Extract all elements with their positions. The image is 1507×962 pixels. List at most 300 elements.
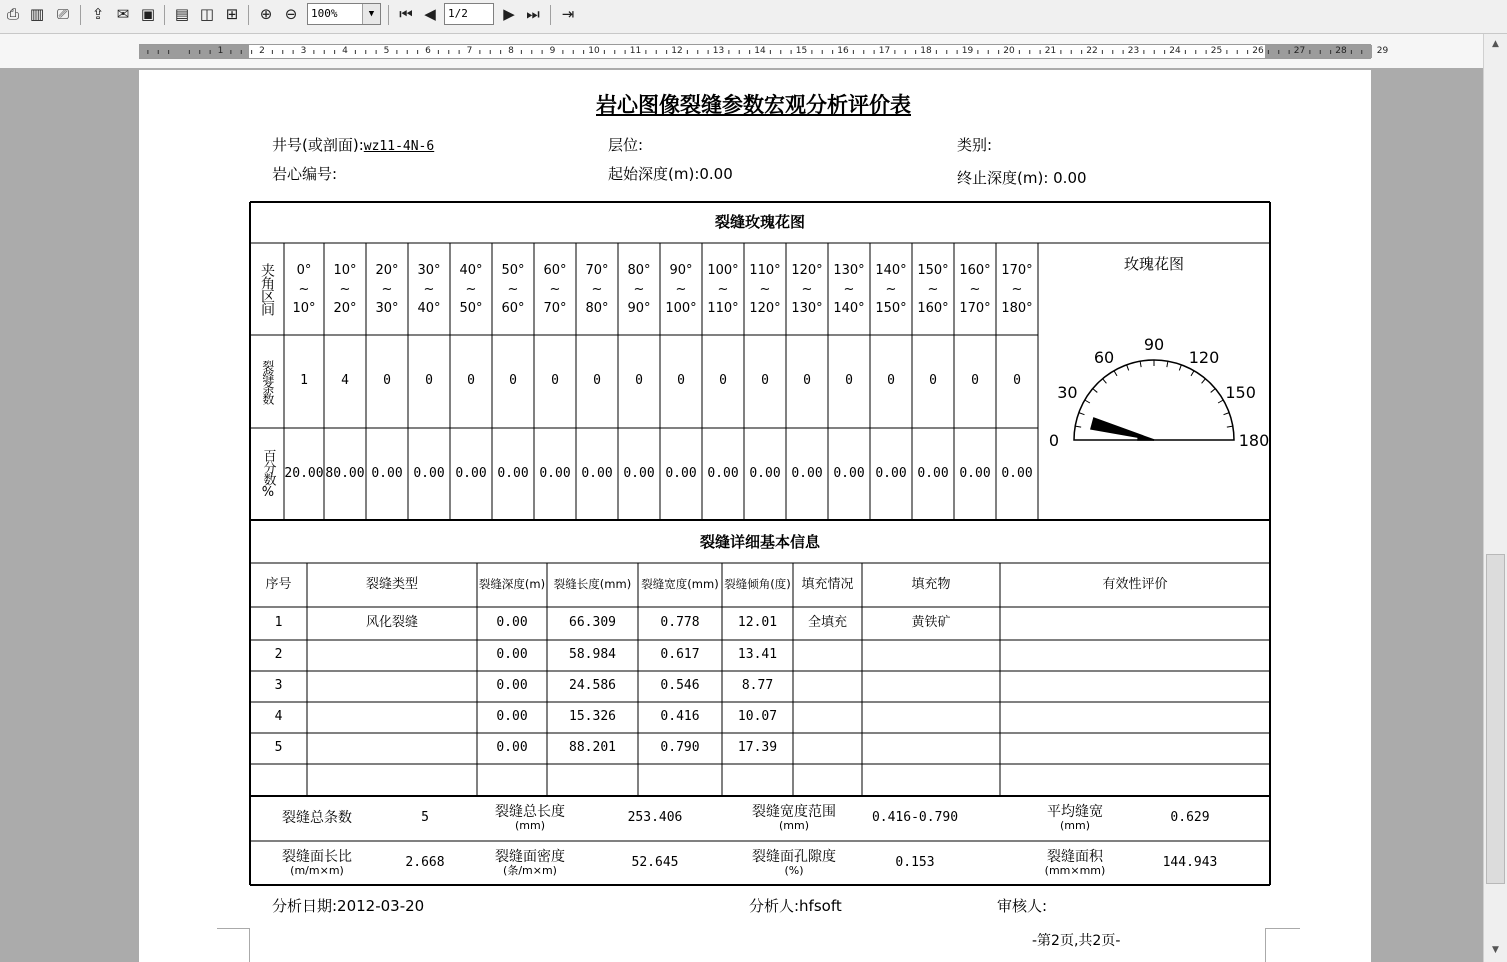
percent-cell: 0.00 xyxy=(455,465,487,481)
ruler-number: 5 xyxy=(383,46,390,56)
zoom-out-icon[interactable]: ⊖ xyxy=(284,5,298,23)
percent-cell: 0.00 xyxy=(749,465,781,481)
detail-header-cell: 裂缝类型 xyxy=(365,576,418,592)
interval-tilde: ~ xyxy=(465,281,477,297)
interval-from: 20° xyxy=(375,262,399,278)
angle-interval-cell xyxy=(912,243,954,335)
interval-from: 30° xyxy=(417,262,441,278)
interval-to: 30° xyxy=(375,300,399,316)
detail-cell: 0.00 xyxy=(496,709,528,725)
count-cell: 0 xyxy=(887,373,895,389)
summary-label xyxy=(1020,841,1130,885)
percent-cell: 0.00 xyxy=(959,465,991,481)
ruler-number: 8 xyxy=(508,46,514,56)
interval-tilde: ~ xyxy=(717,281,729,297)
detail-cell xyxy=(862,733,1000,764)
ruler-number: 10 xyxy=(588,46,600,56)
detail-cell xyxy=(307,733,477,764)
chevron-down-icon[interactable]: ▼ xyxy=(362,4,380,24)
ruler-number: 7 xyxy=(466,46,473,56)
detail-cell xyxy=(307,764,477,796)
interval-from: 140° xyxy=(875,262,907,278)
exit-icon[interactable]: ⇥ xyxy=(561,5,575,23)
save-icon[interactable]: ▣ xyxy=(140,5,156,23)
angle-interval-cell xyxy=(534,243,576,335)
interval-tilde: ~ xyxy=(381,281,393,297)
count-cell: 0 xyxy=(677,373,685,389)
layer-label: 层位: xyxy=(608,136,644,154)
rose-angle-label: 60 xyxy=(1093,347,1115,367)
rose-tick xyxy=(1224,413,1230,415)
rose-angle-label: 0 xyxy=(1048,431,1060,450)
detail-cell xyxy=(307,702,477,733)
summary-label xyxy=(262,841,372,885)
interval-tilde: ~ xyxy=(591,281,603,297)
interval-tilde: ~ xyxy=(507,281,519,297)
angle-interval-cell xyxy=(284,243,324,335)
detail-cell: 0.416 xyxy=(660,709,700,725)
angle-interval-cell xyxy=(996,243,1038,335)
detail-cell: 0.546 xyxy=(660,678,700,694)
rose-tick xyxy=(1140,361,1141,367)
detail-cell xyxy=(862,764,1000,796)
next-page-icon[interactable]: ▶ xyxy=(503,5,515,23)
rose-angle-label: 150 xyxy=(1225,383,1256,402)
count-cell: 0 xyxy=(803,373,811,389)
interval-from: 80° xyxy=(627,262,651,278)
interval-tilde: ~ xyxy=(969,281,981,297)
interval-to: 20° xyxy=(333,300,357,316)
ruler-number: 6 xyxy=(425,46,431,56)
interval-to: 130° xyxy=(791,300,823,316)
rose-tick xyxy=(1079,413,1085,415)
summary-value: 0.629 xyxy=(1170,810,1210,826)
detail-cell: 88.201 xyxy=(569,740,616,756)
rose-section-title: 裂缝玫瑰花图 xyxy=(714,212,805,231)
rose-tick xyxy=(1167,361,1168,367)
detail-cell: 1 xyxy=(274,615,283,631)
detail-cell xyxy=(722,764,793,796)
detail-header-cell: 裂缝深度(m) xyxy=(478,577,546,592)
summary-label-text: 裂缝宽度范围 xyxy=(752,804,836,821)
summary-unit: (条/m×m) xyxy=(503,863,557,877)
detail-cell xyxy=(1000,671,1270,702)
multi-page-icon[interactable]: ⊞ xyxy=(225,5,239,23)
rose-tick xyxy=(1191,371,1194,376)
detail-cell: 12.01 xyxy=(737,615,778,631)
detail-cell xyxy=(1000,702,1270,733)
angle-interval-cell xyxy=(954,243,996,335)
printer-setup-icon[interactable]: ⎚ xyxy=(56,5,69,23)
detail-cell: 0.00 xyxy=(496,647,528,663)
zoom-value: 100% xyxy=(311,7,338,20)
angle-interval-cell xyxy=(618,243,660,335)
interval-from: 90° xyxy=(669,262,693,278)
interval-tilde: ~ xyxy=(927,281,939,297)
interval-tilde: ~ xyxy=(801,281,813,297)
rose-tick xyxy=(1218,400,1223,403)
vertical-scrollbar[interactable] xyxy=(1483,34,1507,962)
rose-chart xyxy=(1038,300,1270,500)
detail-cell: 58.984 xyxy=(569,647,616,663)
count-cell: 0 xyxy=(551,373,559,389)
interval-to: 50° xyxy=(459,300,483,316)
interval-tilde: ~ xyxy=(1011,281,1023,297)
count-cell: 4 xyxy=(341,373,349,389)
percent-cell: 80.00 xyxy=(325,465,365,481)
category-label: 类别: xyxy=(957,136,993,154)
scroll-down-icon[interactable]: ▼ xyxy=(1492,945,1499,955)
end-depth: 终止深度(m): 0.00 xyxy=(957,169,1087,187)
summary-label xyxy=(262,796,372,841)
summary-label xyxy=(480,841,580,885)
zoom-select[interactable] xyxy=(307,3,381,25)
detail-cell: 4 xyxy=(274,709,283,725)
summary-label-text: 裂缝总条数 xyxy=(282,810,352,827)
summary-label-text: 裂缝面长比 xyxy=(282,848,352,865)
interval-tilde: ~ xyxy=(759,281,771,297)
interval-to: 100° xyxy=(665,300,697,316)
ruler-number: 1 xyxy=(217,46,224,56)
interval-to: 10° xyxy=(292,300,316,316)
summary-value: 2.668 xyxy=(405,854,445,870)
ruler-number: 23 xyxy=(1127,46,1140,56)
ruler-number: 21 xyxy=(1044,46,1057,56)
rose-tick xyxy=(1179,365,1181,371)
interval-from: 170° xyxy=(1001,262,1033,278)
summary-label-text: 裂缝面密度 xyxy=(495,848,565,865)
detail-cell: 8.77 xyxy=(741,678,774,694)
summary-unit: (mm) xyxy=(1059,819,1090,833)
angle-interval-cell xyxy=(702,243,744,335)
detail-cell: 66.309 xyxy=(569,615,616,631)
rose-tick xyxy=(1202,379,1206,384)
ruler-number: 18 xyxy=(920,46,932,56)
reviewer: 审核人: xyxy=(997,897,1048,915)
detail-cell xyxy=(862,671,1000,702)
detail-cell: 0.00 xyxy=(496,615,528,631)
summary-label-text: 裂缝面孔隙度 xyxy=(752,848,836,865)
angle-interval-cell xyxy=(366,243,408,335)
interval-to: 80° xyxy=(585,300,609,316)
ruler-number: 24 xyxy=(1169,46,1181,56)
angle-interval-cell xyxy=(660,243,702,335)
summary-unit: (mm) xyxy=(778,819,809,833)
ruler-number: 22 xyxy=(1086,46,1098,56)
detail-cell: 24.586 xyxy=(569,678,616,694)
interval-tilde: ~ xyxy=(885,281,897,297)
summary-value: 0.416-0.790 xyxy=(871,810,959,826)
rose-angle-label: 120 xyxy=(1188,347,1220,367)
count-cell: 0 xyxy=(593,373,601,389)
ruler-number: 17 xyxy=(878,46,891,56)
detail-section-title: 裂缝详细基本信息 xyxy=(699,532,820,551)
count-cell: 0 xyxy=(719,373,727,389)
page-input[interactable] xyxy=(444,3,494,25)
angle-interval-cell xyxy=(576,243,618,335)
rose-tick xyxy=(1075,426,1081,427)
summary-label xyxy=(480,796,580,841)
summary-label xyxy=(1020,796,1130,841)
analyst: 分析人:hfsoft xyxy=(749,897,842,915)
ruler-number: 16 xyxy=(837,46,849,56)
detail-header-cell: 裂缝倾角(度) xyxy=(724,577,791,592)
detail-cell: 2 xyxy=(274,647,283,663)
toolbar xyxy=(0,0,1507,34)
detail-cell: 0.778 xyxy=(660,615,700,631)
crop-mark xyxy=(1265,928,1300,929)
ruler-number: 12 xyxy=(671,46,683,56)
interval-to: 180° xyxy=(1001,300,1033,316)
percent-row-label: 百分数% xyxy=(260,449,276,499)
mail-icon[interactable]: ✉ xyxy=(116,5,130,23)
ruler-number: 27 xyxy=(1293,46,1306,56)
interval-to: 60° xyxy=(501,300,525,316)
percent-cell: 0.00 xyxy=(413,465,445,481)
detail-cell: 17.39 xyxy=(737,740,778,756)
detail-cell xyxy=(1000,733,1270,764)
summary-value: 0.153 xyxy=(895,854,935,870)
prev-page-icon[interactable]: ◀ xyxy=(424,5,436,23)
count-cell: 0 xyxy=(971,373,979,389)
interval-from: 110° xyxy=(749,262,781,278)
crop-mark xyxy=(249,928,250,962)
interval-from: 130° xyxy=(833,262,865,278)
ruler-number: 15 xyxy=(795,46,808,56)
ruler-number: 25 xyxy=(1210,46,1223,56)
ruler-number: 19 xyxy=(961,46,974,56)
interval-to: 160° xyxy=(917,300,949,316)
detail-cell xyxy=(307,671,477,702)
detail-cell xyxy=(250,764,307,796)
crop-mark xyxy=(217,928,250,929)
count-cell: 0 xyxy=(383,373,391,389)
percent-cell: 0.00 xyxy=(497,465,529,481)
count-cell: 1 xyxy=(300,373,308,389)
summary-label xyxy=(735,841,853,885)
detail-cell xyxy=(793,733,862,764)
detail-cell: 风化裂缝 xyxy=(365,615,418,631)
summary-value: 52.645 xyxy=(631,854,679,870)
percent-cell: 0.00 xyxy=(371,465,403,481)
angle-interval-cell xyxy=(870,243,912,335)
count-cell: 0 xyxy=(635,373,643,389)
detail-cell: 0.00 xyxy=(496,740,528,756)
interval-tilde: ~ xyxy=(633,281,645,297)
detail-cell: 全填充 xyxy=(807,615,847,631)
detail-header-cell: 填充情况 xyxy=(801,576,854,592)
detail-header-cell: 裂缝宽度(mm) xyxy=(641,577,719,592)
summary-label-text: 裂缝面积 xyxy=(1047,848,1103,865)
summary-label-text: 裂缝总长度 xyxy=(495,804,565,821)
detail-cell xyxy=(862,640,1000,671)
interval-tilde: ~ xyxy=(843,281,855,297)
well-value: wz11-4N-6 xyxy=(363,139,435,154)
detail-cell: 5 xyxy=(274,740,283,756)
interval-to: 170° xyxy=(959,300,991,316)
percent-cell: 0.00 xyxy=(791,465,823,481)
interval-tilde: ~ xyxy=(423,281,435,297)
summary-value: 253.406 xyxy=(627,810,683,826)
summary-value: 5 xyxy=(421,810,429,826)
detail-cell xyxy=(793,702,862,733)
count-cell: 0 xyxy=(761,373,769,389)
percent-cell: 0.00 xyxy=(665,465,697,481)
percent-cell: 0.00 xyxy=(1001,465,1033,481)
summary-label-text: 平均缝宽 xyxy=(1047,804,1103,821)
interval-from: 120° xyxy=(791,262,823,278)
count-row-label: 裂缝条数 xyxy=(260,359,275,404)
ruler-number: 11 xyxy=(629,46,642,56)
rose-tick xyxy=(1103,379,1107,384)
detail-header-cell: 序号 xyxy=(265,576,292,592)
rose-tick xyxy=(1114,371,1117,376)
count-cell: 0 xyxy=(425,373,433,389)
detail-cell: 10.07 xyxy=(737,709,778,725)
scroll-up-icon[interactable]: ▲ xyxy=(1492,39,1499,49)
detail-cell xyxy=(1000,764,1270,796)
interval-to: 90° xyxy=(627,300,651,316)
scroll-thumb[interactable] xyxy=(1486,554,1505,884)
detail-cell xyxy=(1000,607,1270,640)
percent-cell: 0.00 xyxy=(707,465,739,481)
page-value: 1/2 xyxy=(448,7,468,20)
rose-angle-label: 30 xyxy=(1057,383,1078,402)
two-page-icon[interactable]: ◫ xyxy=(199,5,215,23)
summary-unit: (mm×mm) xyxy=(1044,863,1106,877)
ruler-number: 2 xyxy=(259,46,265,56)
detail-cell: 0.617 xyxy=(660,647,700,663)
ruler-number: 13 xyxy=(712,46,725,56)
crop-mark xyxy=(1265,928,1266,962)
detail-cell xyxy=(547,764,638,796)
summary-unit: (mm) xyxy=(514,819,545,833)
detail-cell: 13.41 xyxy=(737,647,778,663)
detail-header-cell: 裂缝长度(mm) xyxy=(553,577,632,592)
angle-interval-cell xyxy=(828,243,870,335)
page-footer: -第2页,共2页- xyxy=(1032,933,1121,949)
angle-interval-cell xyxy=(786,243,828,335)
angle-interval-cell xyxy=(324,243,366,335)
interval-from: 100° xyxy=(707,262,739,278)
angle-interval-cell xyxy=(492,243,534,335)
detail-cell: 黄铁矿 xyxy=(911,615,951,631)
detail-cell: 0.790 xyxy=(660,740,700,756)
interval-to: 120° xyxy=(749,300,781,316)
detail-cell: 0.00 xyxy=(496,678,528,694)
first-page-icon[interactable]: ⏮ xyxy=(399,5,413,23)
ruler-number: 14 xyxy=(754,46,766,56)
interval-tilde: ~ xyxy=(339,281,351,297)
single-page-icon[interactable]: ▤ xyxy=(174,5,190,23)
rose-angle-label: 90 xyxy=(1143,335,1165,354)
interval-from: 40° xyxy=(459,262,483,278)
interval-tilde: ~ xyxy=(549,281,561,297)
last-page-icon[interactable]: ⏭ xyxy=(526,5,540,23)
count-cell: 0 xyxy=(929,373,937,389)
rose-petal xyxy=(1091,418,1154,440)
rose-tick xyxy=(1127,365,1129,371)
detail-cell xyxy=(793,640,862,671)
detail-cell xyxy=(307,640,477,671)
interval-from: 160° xyxy=(959,262,991,278)
percent-cell: 20.00 xyxy=(284,465,324,481)
rose-tick xyxy=(1227,426,1233,427)
detail-cell xyxy=(477,764,547,796)
rose-tick xyxy=(1211,389,1216,393)
export-icon[interactable]: ⇪ xyxy=(91,5,105,23)
interval-to: 150° xyxy=(875,300,907,316)
angle-interval-cell xyxy=(408,243,450,335)
report-title: 岩心图像裂缝参数宏观分析评价表 xyxy=(596,93,911,117)
detail-cell: 15.326 xyxy=(569,709,616,725)
well-field xyxy=(272,134,434,155)
detail-cell xyxy=(862,702,1000,733)
interval-from: 60° xyxy=(543,262,567,278)
interval-to: 140° xyxy=(833,300,865,316)
ruler-number: 4 xyxy=(342,46,348,56)
angle-interval-cell xyxy=(744,243,786,335)
rose-tick xyxy=(1093,389,1098,393)
interval-tilde: ~ xyxy=(675,281,687,297)
interval-from: 10° xyxy=(333,262,357,278)
core-number-label: 岩心编号: xyxy=(272,165,338,183)
interval-from: 50° xyxy=(501,262,525,278)
zoom-in-icon[interactable]: ⊕ xyxy=(259,5,273,23)
ruler-number: 20 xyxy=(1003,46,1015,56)
interval-tilde: ~ xyxy=(298,281,310,297)
percent-cell: 0.00 xyxy=(875,465,907,481)
interval-from: 0° xyxy=(296,262,312,278)
count-cell: 0 xyxy=(1013,373,1021,389)
rose-angle-label: 180 xyxy=(1238,431,1270,450)
detail-cell xyxy=(793,671,862,702)
count-cell: 0 xyxy=(509,373,517,389)
well-label: 井号(或剖面): xyxy=(272,136,364,154)
detail-cell xyxy=(1000,640,1270,671)
percent-cell: 0.00 xyxy=(581,465,613,481)
ruler-number: 3 xyxy=(300,46,307,56)
ruler xyxy=(139,44,1389,59)
rose-tick xyxy=(1085,400,1090,403)
percent-cell: 0.00 xyxy=(539,465,571,481)
interval-from: 70° xyxy=(585,262,609,278)
interval-to: 110° xyxy=(707,300,739,316)
detail-cell xyxy=(638,764,722,796)
ruler-number: 28 xyxy=(1335,46,1347,56)
summary-label xyxy=(735,796,853,841)
ruler-number: 9 xyxy=(549,46,556,56)
detail-cell xyxy=(793,764,862,796)
print-icon[interactable]: ⎙ xyxy=(6,5,19,23)
rose-chart-title: 玫瑰花图 xyxy=(1123,255,1184,274)
interval-to: 40° xyxy=(417,300,441,316)
detail-header-cell: 填充物 xyxy=(911,576,951,592)
interval-to: 70° xyxy=(543,300,567,316)
detail-header-cell: 有效性评价 xyxy=(1102,576,1168,592)
percent-cell: 0.00 xyxy=(833,465,865,481)
summary-value: 144.943 xyxy=(1162,854,1218,870)
ruler-number: 29 xyxy=(1376,46,1389,56)
start-depth: 起始深度(m):0.00 xyxy=(608,165,733,183)
angle-row-label: 夹角区间 xyxy=(259,263,276,315)
count-cell: 0 xyxy=(467,373,475,389)
book-icon[interactable]: ▥ xyxy=(29,5,45,23)
analysis-date: 分析日期:2012-03-20 xyxy=(272,897,425,915)
percent-cell: 0.00 xyxy=(917,465,949,481)
angle-interval-cell xyxy=(450,243,492,335)
detail-cell: 3 xyxy=(274,678,283,694)
